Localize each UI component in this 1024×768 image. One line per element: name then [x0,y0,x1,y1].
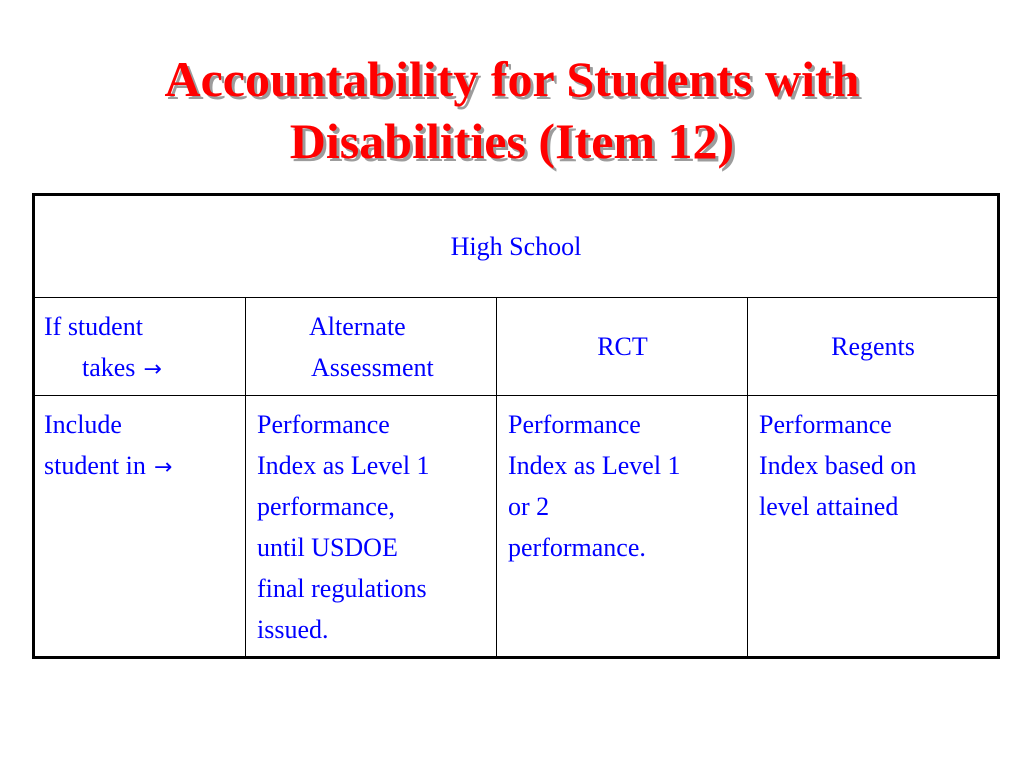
include-label-line-2: student in [44,451,146,480]
takes-label-line-2: takes [82,353,136,382]
alternate-line-1: Alternate [309,312,406,341]
include-label-line-1: Include [44,410,122,439]
takes-rct-cell: RCT [498,298,748,395]
takes-label-line-1: If student [44,312,143,341]
title-line-2: Disabilities (Item 12) [289,113,735,169]
include-alternate-cell [247,396,497,656]
cell-line: performance, [257,492,395,521]
takes-label-cell [35,298,246,395]
cell-line: level attained [759,492,899,521]
cell-line: until USDOE [257,533,398,562]
cell-line: Index as Level 1 [508,451,681,480]
cell-line: Performance [508,410,641,439]
include-rct-cell [498,396,748,656]
alternate-line-2: Assessment [311,353,434,382]
cell-line: Index based on [759,451,917,480]
cell-line: Performance [257,410,390,439]
table-row-takes [35,298,997,396]
title-line-1: Accountability for Students with [164,51,860,107]
accountability-table [32,193,1000,659]
include-label-cell [35,396,246,656]
cell-line: Performance [759,410,892,439]
header-cell-high-school: High School [450,232,582,261]
takes-label-line-2-wrap [44,347,245,390]
cell-line: or 2 [508,492,550,521]
include-regents-cell [749,396,997,656]
slide-title [0,48,1024,172]
cell-line: issued. [257,615,329,644]
include-label-line-2-wrap [44,445,245,488]
cell-line: Index as Level 1 [257,451,430,480]
right-arrow-icon: → [143,357,162,382]
takes-alternate-cell [247,298,497,395]
alternate-assessment-text [247,298,496,388]
cell-line: final regulations [257,574,427,603]
takes-regents-cell: Regents [831,332,915,361]
table-header-row [35,196,997,298]
cell-line: performance. [508,533,646,562]
right-arrow-icon: → [153,455,173,480]
table-row-include [35,396,997,656]
